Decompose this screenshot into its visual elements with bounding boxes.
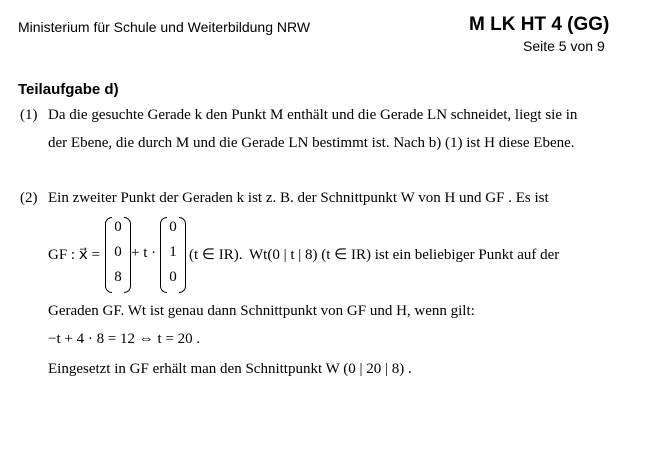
- subtask-title: Teilaufgabe d): [18, 81, 119, 98]
- parameter-domain: (t ∈ IR).: [189, 247, 243, 263]
- course-code: M LK HT 4 (GG): [469, 14, 609, 35]
- vector-component: 0: [114, 244, 122, 260]
- part2-intro: Ein zweiter Punkt der Geraden k ist z. B. der Schnittpunkt W von H und GF . Es ist: [48, 190, 549, 206]
- part1-line2: der Ebene, die durch M und die Gerade LN bestimmt ist. Nach b) (1) ist H diese Ebene.: [48, 135, 575, 151]
- vector-component: 1: [169, 244, 177, 260]
- line-equation-lhs: GF : x⃗ =: [48, 247, 100, 263]
- part2-number: (2): [20, 190, 38, 206]
- part2-continuation: Geraden GF. Wt ist genau dann Schnittpunkt von GF und H, wenn gilt:: [48, 303, 475, 319]
- vector-component: 0: [169, 269, 177, 285]
- part1-number: (1): [20, 107, 38, 123]
- support-vector: [111, 217, 125, 293]
- vector-component: 0: [169, 219, 177, 235]
- part1-line1: Da die gesuchte Gerade k den Punkt M enthält und die Gerade LN schneidet, liegt sie in: [48, 107, 578, 123]
- ministry-name: Ministerium für Schule und Weiterbildung NRW: [18, 19, 311, 35]
- direction-vector: [166, 217, 180, 293]
- vector-component: 0: [114, 219, 122, 235]
- parameter-equation: −t + 4 · 8 = 12 ⇔ t = 20 .: [48, 331, 201, 347]
- plus-t: + t ·: [131, 245, 157, 261]
- page-number: Seite 5 von 9: [523, 38, 605, 54]
- vector-component: 8: [114, 269, 122, 285]
- general-point-text: Wt(0 | t | 8) (t ∈ IR) ist ein beliebiger Punkt auf der: [249, 247, 560, 263]
- result-point: Eingesetzt in GF erhält man den Schnittpunkt W (0 | 20 | 8) .: [48, 361, 412, 377]
